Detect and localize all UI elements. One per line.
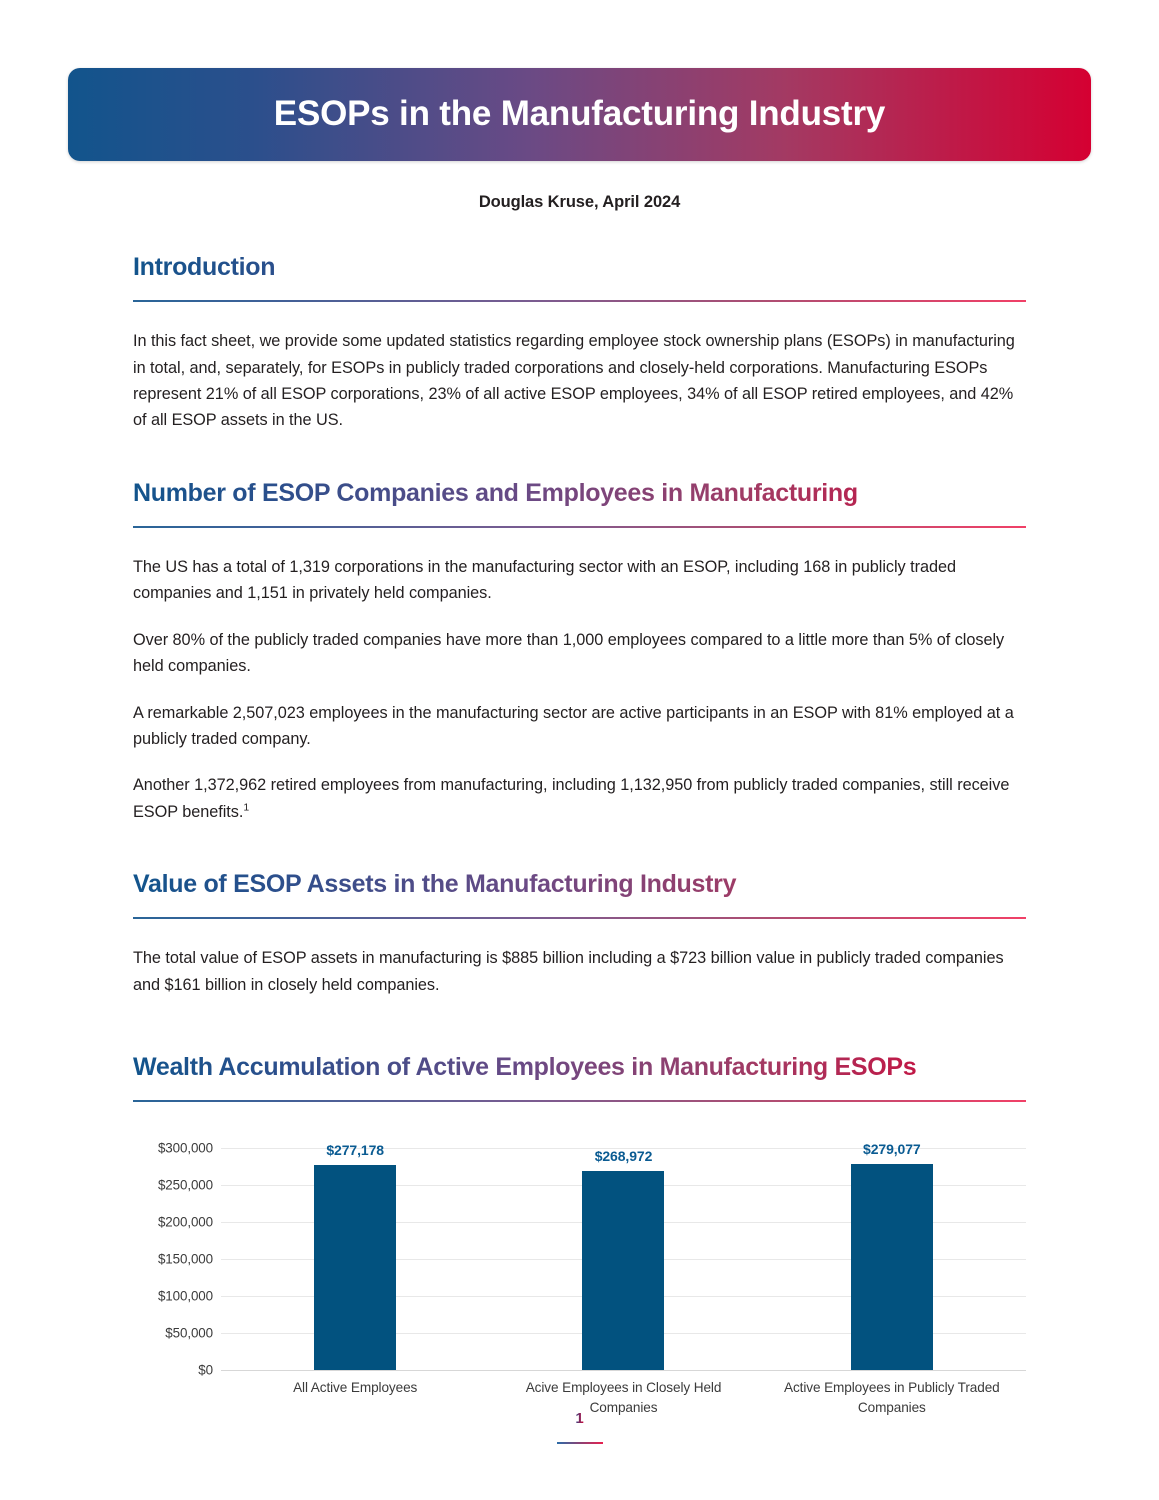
chart-bar-group — [758, 1140, 1026, 1370]
section-heading-introduction: Introduction — [133, 252, 1026, 283]
chart-x-tick-label: Acive Employees in Closely Held Companies — [525, 1380, 722, 1416]
chart-x-tick-label: All Active Employees — [293, 1380, 418, 1396]
chart-y-tick-label: $100,000 — [157, 1288, 213, 1304]
companies-paragraph-4-text: Another 1,372,962 retired employees from manufacturing, including 1,132,950 from publicly traded companies, still receive ESOP benefits. — [133, 776, 1010, 821]
section-spacer — [133, 998, 1026, 1052]
chart-y-tick-label: $250,000 — [157, 1177, 213, 1193]
section-heading-wealth: Wealth Accumulation of Active Employees in Manufacturing ESOPs — [133, 1052, 1026, 1083]
chart-bar-group — [489, 1148, 757, 1370]
chart-bar-value-label: $277,178 — [326, 1142, 384, 1159]
wealth-bar-chart — [133, 1134, 1026, 1434]
chart-bars — [221, 1140, 1026, 1370]
companies-paragraph-2: Over 80% of the publicly traded companies have more than 1,000 employees compared to a little more than 5% of closely held companies. — [133, 630, 1005, 676]
footer-divider — [557, 1442, 603, 1444]
chart-bar[interactable] — [582, 1171, 664, 1370]
chart-bar-group — [221, 1142, 489, 1370]
chart-y-tick-label: $150,000 — [157, 1251, 213, 1267]
chart-y-tick-label: $300,000 — [157, 1140, 213, 1156]
section-spacer — [133, 434, 1026, 478]
chart-bar[interactable] — [314, 1165, 396, 1370]
document-title: ESOPs in the Manufacturing Industry — [273, 94, 886, 134]
chart-y-axis — [133, 1140, 213, 1378]
section-spacer — [133, 825, 1026, 869]
section-introduction — [133, 252, 1026, 434]
chart-bar[interactable] — [851, 1164, 933, 1371]
chart-y-tick-label: $200,000 — [157, 1214, 213, 1230]
section-heading-assets: Value of ESOP Assets in the Manufacturing Industry — [133, 869, 1026, 900]
footnote-reference: 1 — [243, 801, 250, 814]
chart-y-tick-label: $50,000 — [165, 1325, 213, 1341]
section-assets — [133, 869, 1026, 998]
chart-bar-value-label: $279,077 — [863, 1140, 921, 1157]
companies-paragraph-3: A remarkable 2,507,023 employees in the manufacturing sector are active participants in an ESOP with 81% employed at a publicly traded company. — [133, 703, 1014, 749]
section-companies — [133, 478, 1026, 825]
heading-divider — [133, 917, 1026, 919]
chart-baseline — [221, 1370, 1026, 1371]
heading-divider — [133, 1100, 1026, 1102]
section-heading-companies: Number of ESOP Companies and Employees in Manufacturing — [133, 478, 1026, 509]
chart-plot-area — [221, 1140, 1026, 1370]
author-byline: Douglas Kruse, April 2024 — [478, 193, 681, 211]
heading-divider — [133, 300, 1026, 302]
page-number: 1 — [575, 1410, 584, 1427]
section-wealth — [133, 1052, 1026, 1434]
companies-paragraph-4 — [133, 772, 1026, 825]
page-footer — [0, 1410, 1159, 1444]
chart-x-tick-label: Active Employees in Publicly Traded Companies — [784, 1380, 1000, 1416]
heading-divider — [133, 526, 1026, 528]
assets-paragraph: The total value of ESOP assets in manufacturing is $885 billion including a $723 billion value in publicly traded companies and $161 billion in closely held companies. — [133, 949, 1004, 994]
title-banner — [68, 68, 1091, 161]
document-content — [133, 252, 1026, 1434]
chart-bar-value-label: $268,972 — [594, 1148, 653, 1165]
introduction-paragraph: In this fact sheet, we provide some updated statistics regarding employee stock ownership plans (ESOPs) in manufacturing in total, and, separately, for ESOPs in publicly traded corporations and closely-held corporations. Manufacturing ESOPs represent 21% of all ESOP corporations, 23% of all active ESOP employees, 34% of all ESOP retired employees, and 42% of all ESOP assets in the US. — [133, 332, 1015, 430]
chart-y-tick-label: $0 — [198, 1362, 213, 1378]
companies-paragraph-1: The US has a total of 1,319 corporations in the manufacturing sector with an ESOP, including 168 in publicly traded companies and 1,151 in privately held companies. — [133, 558, 956, 603]
